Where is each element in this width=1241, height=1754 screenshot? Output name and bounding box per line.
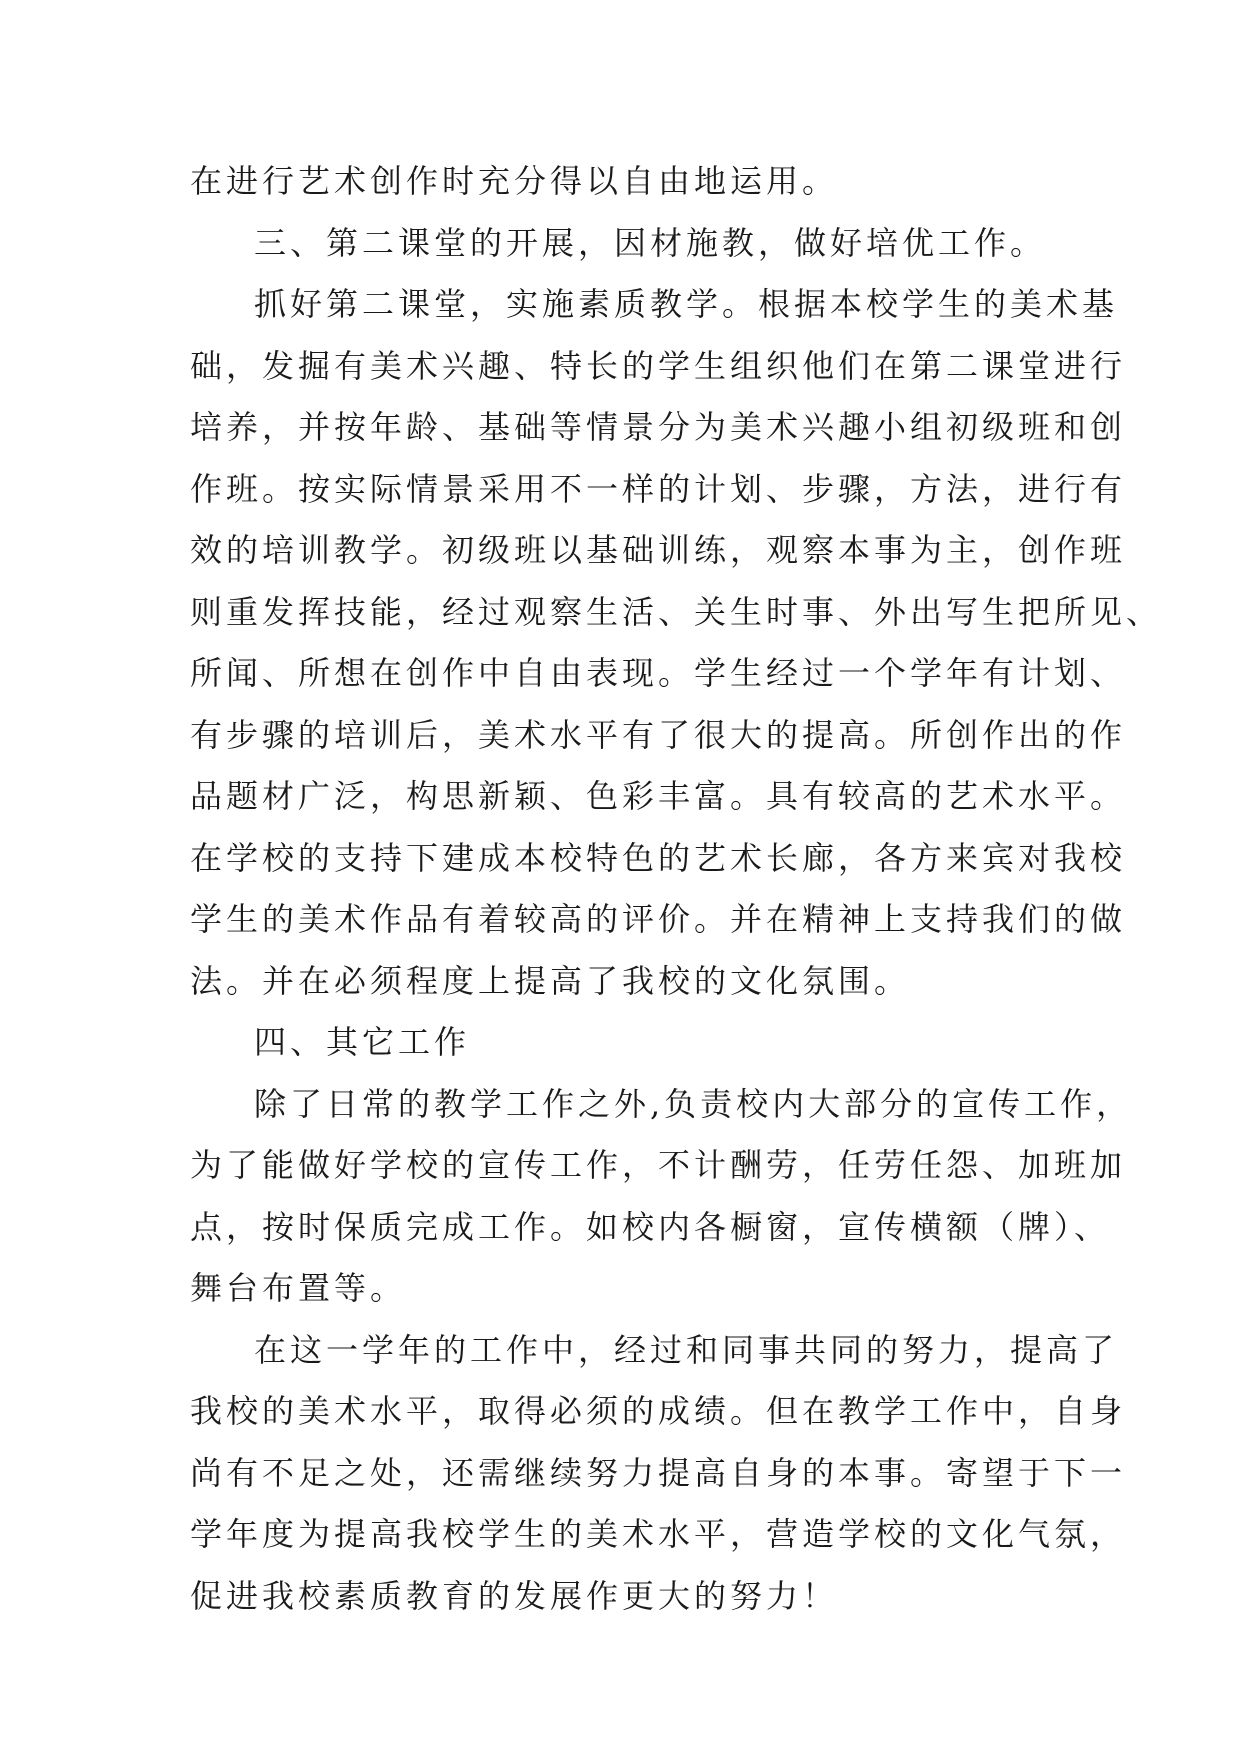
text-line: 有步骤的培训后，美术水平有了很大的提高。所创作出的作 <box>190 715 1127 754</box>
section-heading: 四、其它工作 <box>254 1023 471 1061</box>
text-line: 作班。按实际情景采用不一样的计划、步骤，方法，进行有 <box>190 469 1127 508</box>
text-line: 础，发掘有美术兴趣、特长的学生组织他们在第二课堂进行 <box>190 346 1127 385</box>
text-line: 抓好第二课堂，实施素质教学。根据本校学生的美术基 <box>254 285 1119 323</box>
text-line: 我校的美术水平，取得必须的成绩。但在教学工作中，自身 <box>190 1392 1127 1430</box>
text-line: 舞台布置等。 <box>190 1269 407 1307</box>
text-line: 品题材广泛，构思新颖、色彩丰富。具有较高的艺术水平。 <box>190 777 1127 815</box>
text-line: 学生的美术作品有着较高的评价。并在精神上支持我们的做 <box>190 900 1127 938</box>
text-line: 促进我校素质教育的发展作更大的努力！ <box>190 1576 839 1615</box>
text-line: 培养，并按年龄、基础等情景分为美术兴趣小组初级班和创 <box>190 408 1127 446</box>
text-line: 效的培训教学。初级班以基础训练，观察本事为主，创作班 <box>190 531 1127 569</box>
text-line: 在进行艺术创作时充分得以自由地运用。 <box>190 162 839 200</box>
text-line: 尚有不足之处，还需继续努力提高自身的本事。寄望于下一 <box>190 1453 1127 1492</box>
text-line: 为了能做好学校的宣传工作，不计酬劳，任劳任怨、加班加 <box>190 1146 1127 1184</box>
text-line: 所闻、所想在创作中自由表现。学生经过一个学年有计划、 <box>190 654 1127 692</box>
document-body <box>190 151 1163 1627</box>
section-heading: 三、第二课堂的开展，因材施教，做好培优工作。 <box>254 223 1047 262</box>
text-line: 在学校的支持下建成本校特色的艺术长廊，各方来宾对我校 <box>190 838 1127 877</box>
text-line: 在这一学年的工作中，经过和同事共同的努力，提高了 <box>254 1330 1119 1369</box>
text-line: 则重发挥技能，经过观察生活、关生时事、外出写生把所见、 <box>190 592 1163 631</box>
text-line: 学年度为提高我校学生的美术水平，营造学校的文化气氛， <box>190 1515 1127 1553</box>
text-line: 点，按时保质完成工作。如校内各橱窗，宣传横额（牌）、 <box>190 1207 1111 1246</box>
text-line: 法。并在必须程度上提高了我校的文化氛围。 <box>190 961 911 1000</box>
text-line: 除了日常的教学工作之外,负责校内大部分的宣传工作， <box>254 1084 1133 1123</box>
